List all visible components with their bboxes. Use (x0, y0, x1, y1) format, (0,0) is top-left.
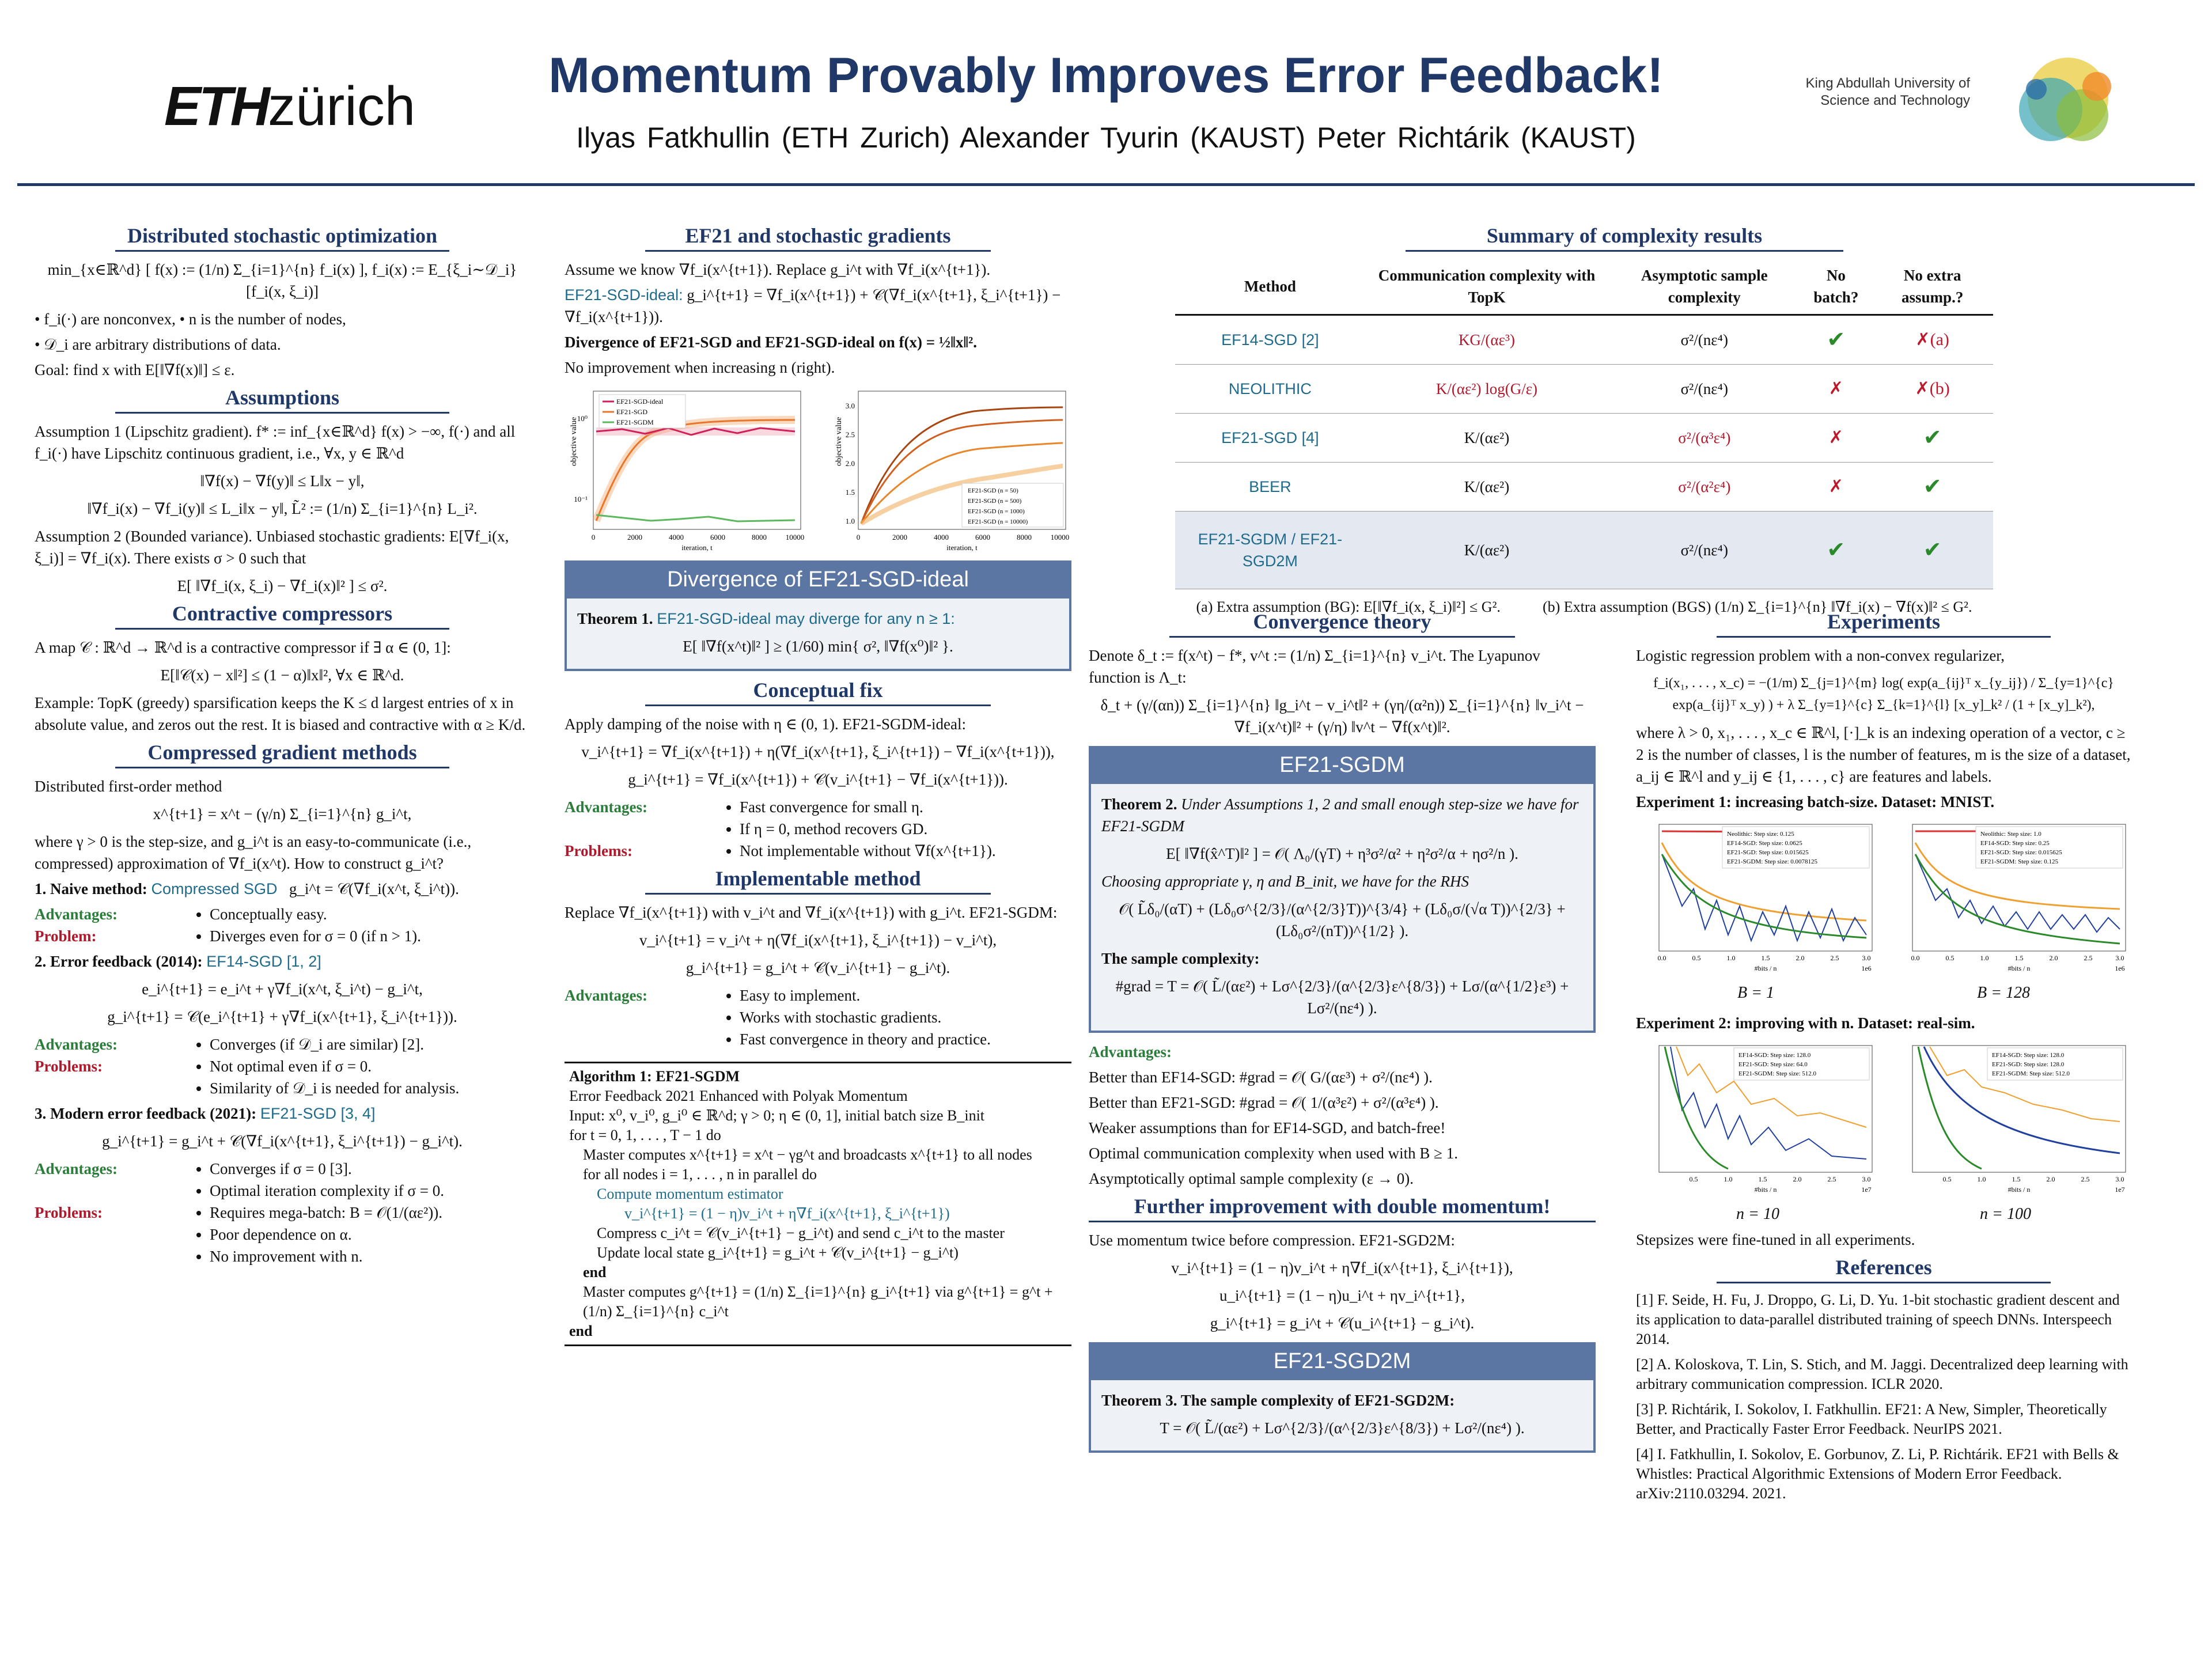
plot-legend-item: EF21-SGD (n = 50) (968, 487, 1018, 494)
list-item: • Converges if σ = 0 [3]. (210, 1158, 444, 1180)
ideal-update (565, 284, 1071, 328)
method-name: EF21-SGD-ideal: (565, 286, 683, 304)
table-cell: KG/(αε³) (1365, 315, 1609, 365)
figure-caption: n = 10 (1736, 1205, 1779, 1223)
plot-xtick: 1.5 (1758, 1175, 1767, 1183)
plot-ytick: 10⁰ (577, 414, 588, 423)
plot-xtick: 1.0 (1980, 954, 1989, 962)
stepsize-note: Stepsizes were fine-tuned in all experiments. (1636, 1231, 1915, 1248)
formula: x^{t+1} = x^t − (γ/n) Σ_{i=1}^{n} g_i^t, (153, 805, 412, 823)
box-title: EF21-SGD2M (1089, 1342, 1596, 1380)
list-item: • If η = 0, method recovers GD. (740, 818, 927, 840)
advantages-label: Advantages: (35, 1036, 118, 1053)
poster-authors: Ilyas Fatkhullin (ETH Zurich) Alexander Tyurin (KAUST) Peter Richtárik (KAUST) (576, 122, 1636, 154)
paragraph: where γ > 0 is the step-size, and g_i^t is an easy-to-communicate (i.e., compressed) approximation of ∇f_i(x^t). How to construct g_i^t? (35, 833, 472, 872)
table-row (1175, 365, 1993, 414)
table-cell: K/(αε²) (1365, 512, 1609, 589)
section-title: Distributed stochastic optimization (115, 225, 449, 252)
reference-item: [3] P. Richtárik, I. Sokolov, I. Fatkhullin. EF21: A New, Simpler, Theoretically Better, and Practically Faster Error Feedback. NeurIPS 2021. (1636, 1401, 2107, 1437)
plot-xtick: 2.0 (1796, 954, 1805, 962)
algorithm-line: Compress c_i^t = 𝒞(v_i^{t+1} − g_i^t) and send c_i^t to the master (597, 1225, 1005, 1241)
plot-legend-item: EF21-SGD-ideal (616, 397, 664, 406)
plot-x-exponent: 1e7 (1861, 1185, 1872, 1194)
plot-x-exponent: 1e6 (2115, 964, 2125, 972)
plot-exp1-b128 (1889, 820, 2131, 975)
table-header: Method (1175, 259, 1365, 315)
formula: g_i^{t+1} = g_i^t + 𝒞(v_i^{t+1} − g_i^t). (685, 959, 950, 976)
table-cell: σ²/(α³ε⁴) (1608, 414, 1800, 463)
check-icon: ✔ (1872, 463, 1993, 512)
theorem-label: Theorem 2. (1101, 796, 1177, 813)
theorem-label: Theorem 1. (577, 610, 653, 627)
table-header: No batch? (1800, 259, 1872, 315)
table-cell: K/(αε²) log(G/ε) (1365, 365, 1609, 414)
formula: E[‖𝒞(x) − x‖²] ≤ (1 − α)‖x‖², ∀x ∈ ℝ^d. (160, 666, 404, 684)
list-item: Asymptotically optimal sample complexity (ε → 0). (1089, 1170, 1414, 1187)
figure-caption: B = 1 (1737, 984, 1774, 1002)
plot-ytick: 2.5 (845, 430, 855, 439)
plot-xtick: 2.5 (1830, 954, 1839, 962)
algorithm-line: for t = 0, 1, . . . , T − 1 do (569, 1127, 721, 1143)
plot-xtick: 3.0 (2115, 954, 2124, 962)
formula: T = 𝒪( L̃/(αε²) + Lσ^{2/3}/(α^{2/3}ε^{8/3}) + Lσ²/(nε⁴) ). (1160, 1419, 1525, 1437)
list-item: • Fast convergence in theory and practice. (740, 1028, 991, 1050)
plot-xtick: 0 (856, 533, 861, 541)
cross-icon: ✗ (1800, 414, 1872, 463)
list-item: Optimal communication complexity when used with B ≥ 1. (1089, 1145, 1458, 1162)
list-item: • Conceptually easy. (210, 903, 327, 925)
plot-ylabel: objective value (835, 416, 843, 466)
plot-ytick: 10⁻¹ (574, 495, 588, 503)
cross-icon: ✗(b) (1872, 365, 1993, 414)
advantages-row (35, 903, 530, 925)
cross-icon: ✗ (1800, 463, 1872, 512)
algorithm-line: v_i^{t+1} = (1 − η)v_i^t + η∇f_i(x^{t+1}, ξ_i^{t+1}) (624, 1205, 950, 1222)
plot-legend-item: EF21-SGD: Step size: 0.015625 (1980, 849, 2062, 856)
table-cell: σ²/(nε⁴) (1608, 315, 1800, 365)
algorithm-line: end (583, 1264, 607, 1281)
example-text: Example: TopK (greedy) sparsification keeps the K ≤ d largest entries of x in absolute value, and zeros out the rest. It is biased and contractive with α ≥ K/d. (35, 694, 526, 733)
table-header: No extra assump.? (1872, 259, 1993, 315)
formula: v_i^{t+1} = (1 − η)v_i^t + η∇f_i(x^{t+1}, ξ_i^{t+1}), (1171, 1259, 1513, 1277)
goal-text: Goal: find x with E[‖∇f(x)‖] ≤ ε. (35, 361, 235, 378)
list-item: • Not implementable without ∇f(x^{t+1}). (740, 840, 996, 862)
table-cell: K/(αε²) (1365, 414, 1609, 463)
experiment-1-figures (1636, 820, 2131, 975)
figure-captions (1636, 982, 2131, 1004)
algorithm-subtitle: Error Feedback 2021 Enhanced with Polyak Momentum (569, 1088, 908, 1104)
section-title: Contractive compressors (115, 603, 449, 630)
plot-legend-item: EF14-SGD: Step size: 0.25 (1980, 840, 2050, 847)
plot-exp2-n100 (1889, 1041, 2131, 1196)
plot-xtick: 0.5 (1692, 954, 1701, 962)
plot-legend-item: EF14-SGD: Step size: 128.0 (1738, 1052, 1811, 1059)
plot-xlabel: iteration, t (681, 543, 713, 552)
plot-xtick: 2.5 (2081, 1175, 2090, 1183)
list-item: • Fast convergence for small η. (740, 796, 927, 818)
plot-legend-item: EF21-SGD (n = 500) (968, 498, 1022, 505)
experiment-2-figures (1636, 1041, 2131, 1196)
method-label: 2. Error feedback (2014): (35, 953, 203, 970)
algorithm-title: Algorithm 1: EF21-SGDM (569, 1068, 740, 1085)
list-item: Better than EF14-SGD: #grad = 𝒪( G/(αε³) + σ²/(nε⁴) ). (1089, 1069, 1433, 1086)
plot-legend-item: EF21-SGDM: Step size: 512.0 (1738, 1070, 1817, 1077)
poster-title: Momentum Provably Improves Error Feedback! (548, 48, 1664, 103)
formula: v_i^{t+1} = v_i^t + η(∇f_i(x^{t+1}, ξ_i^{t+1}) − v_i^t), (639, 931, 997, 949)
problems-label: Problems: (565, 842, 632, 859)
list-item: • Optimal iteration complexity if σ = 0. (210, 1180, 444, 1202)
algorithm-line: Input: x⁰, v_i⁰, g_i⁰ ∈ ℝ^d; γ > 0; η ∈ (0, 1], initial batch size B_init (569, 1107, 985, 1124)
section-title: Convergence theory (1169, 611, 1515, 638)
problem-label: Problem: (35, 927, 97, 945)
formula: E[ ‖∇f(x̂^T)‖² ] = 𝒪( Λ₀/(γT) + η³σ²/α² + η²σ²/α + ησ²/n ). (1166, 845, 1518, 862)
table-cell: σ²/(α²ε⁴) (1608, 463, 1800, 512)
table-row (1175, 463, 1993, 512)
section-title: Compressed gradient methods (115, 741, 449, 768)
list-item: • Converges (if 𝒟_i are similar) [2]. (210, 1033, 424, 1055)
table-header: Communication complexity with TopK (1365, 259, 1609, 315)
method-name: Compressed SGD (151, 880, 278, 897)
table-row (1175, 414, 1993, 463)
list-item: • Requires mega-batch: B = 𝒪(1/(αε²)). (210, 1202, 442, 1224)
theorem-text (1101, 793, 1583, 837)
formula: 𝒪( L̃δ₀/(αT) + (Lδ₀σ^{2/3}/(α^{2/3}T))^{3/4} + (Lδ₀σ/(√α T))^{2/3} + (Lδ₀σ²/(nT))^{1/2} ). (1119, 900, 1566, 940)
plot-xtick: 2000 (892, 533, 907, 541)
paragraph: Logistic regression problem with a non-convex regularizer, (1636, 647, 2005, 664)
problems-row (35, 925, 530, 947)
formula: g_i^t = 𝒞(∇f_i(x^t, ξ_i^t)). (289, 880, 459, 897)
theorem-box (565, 560, 1071, 671)
check-icon: ✔ (1872, 512, 1993, 589)
plot-xtick: 8000 (752, 533, 767, 541)
plot-legend-item: EF21-SGDM: Step size: 0.125 (1980, 858, 2059, 865)
check-icon: ✔ (1872, 414, 1993, 463)
formula: E[ ‖∇f(x^t)‖² ] ≥ (1/60) min{ σ², ‖∇f(x⁰)‖² }. (683, 638, 953, 655)
plot-legend-item: EF21-SGD (n = 10000) (968, 518, 1028, 525)
experiment-2-title: Experiment 2: improving with n. Dataset: real-sim. (1636, 1014, 1975, 1032)
advantages-label: Advantages: (35, 906, 118, 923)
formula: min_{x∈ℝ^d} [ f(x) := (1/n) Σ_{i=1}^{n} f_i(x) ], f_i(x) := E_{ξ_i∼𝒟_i}[f_i(x, ξ_i)] (47, 261, 517, 300)
formula: δ_t + (γ/(αn)) Σ_{i=1}^{n} ‖g_i^t − v_i^t‖² + (γη/(α²n)) Σ_{i=1}^{n} ‖v_i^t − ∇f_i(x^t)‖² + (γ/η) ‖v^t − ∇f(x^t)‖². (1100, 696, 1584, 736)
plot-legend-item: EF21-SGDM: Step size: 512.0 (1992, 1070, 2070, 1077)
method-2 (35, 950, 530, 972)
algorithm-line: Update local state g_i^{t+1} = g_i^t + 𝒞(v_i^{t+1} − g_i^t) (597, 1244, 959, 1261)
section-title: Summary of complexity results (1406, 225, 1843, 252)
formula: #grad = T = 𝒪( L̃/(αε²) + Lσ^{2/3}/(α^{2/3}ε^{8/3}) + Lσ/(α^{1/2}ε³) + Lσ²/(nε⁴) ). (1115, 978, 1569, 1017)
plot-xtick: 3.0 (1862, 954, 1871, 962)
plot-exp1-b1 (1636, 820, 1878, 975)
formula: g_i^{t+1} = g_i^t + 𝒞(∇f_i(x^{t+1}, ξ_i^{t+1}) − g_i^t). (102, 1132, 463, 1150)
list-item: • Diverges even for σ = 0 (if n > 1). (210, 925, 421, 947)
plot-legend-item: EF21-SGD: Step size: 64.0 (1738, 1061, 1808, 1068)
plot-exp2-n10 (1636, 1041, 1878, 1196)
column-4 (1636, 605, 2131, 1509)
section-title: Implementable method (645, 868, 991, 895)
problems-label: Problems: (35, 1204, 103, 1221)
paragraph: Distributed first-order method (35, 778, 222, 795)
formula: g_i^{t+1} = 𝒞(e_i^{t+1} + γ∇f_i(x^{t+1}, ξ_i^{t+1})). (107, 1008, 457, 1025)
formula: g_i^{t+1} = g_i^t + 𝒞(u_i^{t+1} − g_i^t). (1210, 1315, 1475, 1332)
plot-xtick: 2.0 (2049, 954, 2058, 962)
plot-divergence (565, 385, 806, 552)
paragraph: Denote δ_t := f(x^t) − f*, v^t := (1/n) Σ_{i=1}^{n} v_i^t. The Lyapunov function is Λ_t: (1089, 647, 1540, 686)
assumption-2: Assumption 2 (Bounded variance). Unbiased stochastic gradients: E[∇f_i(x, ξ_i)] = ∇f_i(x). There exists σ > 0 such that (35, 528, 509, 567)
table-row (1175, 315, 1993, 365)
plot-xlabel: #bits / n (1754, 964, 1777, 972)
divergence-figures (565, 385, 1071, 552)
method-1 (35, 878, 530, 900)
algorithm-line: Compute momentum estimator (597, 1185, 783, 1202)
paragraph: Replace ∇f_i(x^{t+1}) with v_i^t and ∇f_i(x^{t+1}) with g_i^t. EF21-SGDM: (565, 904, 1058, 921)
column-2 (565, 219, 1071, 1346)
list-item: • Works with stochastic gradients. (740, 1006, 991, 1028)
advantages-label: Advantages: (1089, 1043, 1172, 1060)
plot-xtick: 2.0 (1793, 1175, 1802, 1183)
figure-captions (1636, 1203, 2131, 1225)
kaust-line-2: Science and Technology (1820, 93, 1970, 108)
formula: e_i^{t+1} = e_i^t + γ∇f_i(x^t, ξ_i^t) − g_i^t, (142, 980, 423, 998)
plot-xtick: 4000 (669, 533, 684, 541)
formula: g_i^{t+1} = ∇f_i(x^{t+1}) + 𝒞(v_i^{t+1} − ∇f_i(x^{t+1})). (628, 771, 1008, 788)
advantages-row (565, 796, 1071, 840)
plot-ytick: 2.0 (845, 459, 855, 468)
plot-xtick: 0.5 (1945, 954, 1955, 962)
theorem-box (1089, 1342, 1596, 1453)
plot-xtick: 3.0 (2115, 1175, 2124, 1183)
section-title: Assumptions (115, 387, 449, 414)
section-title: Conceptual fix (645, 679, 991, 706)
plot-legend-item: EF21-SGD (616, 408, 648, 416)
problems-row (35, 1055, 530, 1099)
figure-caption: n = 100 (1980, 1205, 2031, 1223)
list-item: • No improvement with n. (210, 1245, 442, 1267)
reference-item: [4] I. Fatkhullin, I. Sokolov, E. Gorbunov, Z. Li, P. Richtárik. EF21 with Bells & Whistles: Practical Algorithmic Extensions of Modern Error Feedback. arXiv:2110.03294. 2021. (1636, 1446, 2119, 1502)
plot-xtick: 2.5 (1827, 1175, 1836, 1183)
box-title: EF21-SGDM (1089, 746, 1596, 784)
theorem-box (1089, 746, 1596, 1033)
plot-ytick: 1.5 (845, 488, 855, 497)
plot-legend-item: Neolithic: Step size: 0.125 (1727, 831, 1794, 838)
section-title: EF21 and stochastic gradients (645, 225, 991, 252)
advantages-row (565, 984, 1071, 1050)
no-improvement-text: No improvement when increasing n (right). (565, 359, 835, 376)
theorem-body: Under Assumptions 1, 2 and small enough step-size we have for EF21-SGDM (1101, 796, 1579, 835)
plot-legend-item: EF21-SGD: Step size: 0.015625 (1727, 849, 1809, 856)
theorem-text (577, 608, 1059, 630)
list-item: Weaker assumptions than for EF14-SGD, and batch-free! (1089, 1119, 1446, 1137)
table-cell: σ²/(nε⁴) (1608, 365, 1800, 414)
section-title: Experiments (1717, 611, 2051, 638)
bullet: • 𝒟_i are arbitrary distributions of data. (35, 336, 281, 353)
plot-xlabel: #bits / n (2008, 1185, 2031, 1194)
plot-xtick: 0.5 (1942, 1175, 1952, 1183)
plot-x-exponent: 1e7 (2115, 1185, 2125, 1194)
list-item: • Similarity of 𝒟_i is needed for analysis. (210, 1077, 459, 1099)
plot-xtick: 6000 (710, 533, 725, 541)
table-cell: K/(αε²) (1365, 463, 1609, 512)
method-name: EF14-SGD [1, 2] (206, 953, 321, 970)
eth-logo: ETHzürich (164, 75, 416, 137)
paragraph: Assume we know ∇f_i(x^{t+1}). Replace g_i^t with ∇f_i(x^{t+1}). (565, 261, 991, 278)
section-title: Further improvement with double momentum! (1089, 1195, 1596, 1222)
table-cell: EF21-SGD [4] (1175, 414, 1365, 463)
plot-legend-item: EF21-SGD: Step size: 128.0 (1992, 1061, 2065, 1068)
plot-xtick: 2000 (627, 533, 642, 541)
problems-row (35, 1202, 530, 1267)
advantages-label: Advantages: (565, 987, 648, 1004)
assumption-1: Assumption 1 (Lipschitz gradient). f* := inf_{x∈ℝ^d} f(x) > −∞, f(·) and all f_i(·) have Lipschitz continuous gradient, i.e., ∀x, y ∈ ℝ^d (35, 423, 516, 462)
plot-xtick: 2.5 (2084, 954, 2093, 962)
kaust-logo-text (1797, 75, 1970, 109)
header-divider (17, 183, 2195, 186)
plot-xtick: 0.5 (1689, 1175, 1698, 1183)
list-item: Better than EF21-SGD: #grad = 𝒪( 1/(α³ε²) + σ²/(α³ε⁴) ). (1089, 1094, 1439, 1111)
paragraph: Use momentum twice before compression. EF21-SGD2M: (1089, 1232, 1455, 1249)
kaust-logo-icon (1982, 46, 2143, 161)
kaust-line-1: King Abdullah University of (1805, 75, 1970, 91)
plot-xtick: 2.0 (2046, 1175, 2055, 1183)
formula: ‖∇f_i(x) − ∇f_i(y)‖ ≤ L_i‖x − y‖, L̃² := (1/n) Σ_{i=1}^{n} L_i². (87, 500, 478, 517)
plot-xtick: 1.5 (1761, 954, 1770, 962)
plot-xtick: 1.5 (2012, 1175, 2021, 1183)
table-cell: BEER (1175, 463, 1365, 512)
plot-xtick: 4000 (934, 533, 949, 541)
summary-table (1175, 259, 1993, 589)
formula: g_i^{t+1} = ∇f_i(x^{t+1}) + 𝒞(∇f_i(x^{t+1}, ξ_i^{t+1}) − ∇f_i(x^{t+1})). (565, 286, 1061, 325)
figure-caption: B = 128 (1977, 984, 2030, 1002)
table-footnote: (a) Extra assumption (BG): E[‖∇f_i(x, ξ_i)‖²] ≤ G². (1196, 599, 1501, 615)
paragraph: Apply damping of the noise with η ∈ (0, 1). EF21-SGDM-ideal: (565, 715, 967, 733)
list-item: • Easy to implement. (740, 984, 991, 1006)
plot-legend-item: Neolithic: Step size: 1.0 (1980, 831, 2041, 838)
method-3 (35, 1103, 530, 1124)
box-title: Divergence of EF21-SGD-ideal (565, 560, 1071, 599)
plot-xtick: 3.0 (1862, 1175, 1871, 1183)
cross-icon: ✗(a) (1872, 315, 1993, 365)
table-cell: NEOLITHIC (1175, 365, 1365, 414)
bullet: • f_i(·) are nonconvex, • n is the number of nodes, (35, 310, 346, 328)
plot-xtick: 10000 (1050, 533, 1070, 541)
plot-xlabel: iteration, t (946, 543, 978, 552)
formula: v_i^{t+1} = ∇f_i(x^{t+1}) + η(∇f_i(x^{t+1}, ξ_i^{t+1}) − ∇f_i(x^{t+1})), (581, 743, 1055, 760)
table-header-row (1175, 259, 1993, 315)
plot-ytick: 1.0 (845, 517, 855, 525)
plot-xtick: 1.0 (1977, 1175, 1986, 1183)
plot-ylabel: objective value (570, 416, 578, 466)
reference-item: [2] A. Koloskova, T. Lin, S. Stich, and M. Jaggi. Decentralized deep learning with arbitrary communication compression. ICLR 2020. (1636, 1356, 2128, 1392)
problems-row (565, 840, 1071, 862)
plot-xtick: 10000 (785, 533, 805, 541)
advantages-row (35, 1033, 530, 1055)
plot-increasing-n (830, 385, 1071, 552)
divergence-text: Divergence of EF21-SGD and EF21-SGD-ideal on f(x) = ½‖x‖². (565, 334, 977, 351)
method-label: 1. Naive method: (35, 880, 147, 897)
plot-legend-item: EF21-SGD (n = 1000) (968, 508, 1025, 515)
method-name: EF21-SGD [3, 4] (260, 1105, 376, 1122)
plot-legend-item: EF21-SGDM (616, 418, 654, 426)
table-cell: σ²/(nε⁴) (1608, 512, 1800, 589)
advantages-label: Advantages: (35, 1160, 118, 1177)
plot-xtick: 0 (591, 533, 596, 541)
algorithm-line: for all nodes i = 1, . . . , n in parallel do (583, 1166, 817, 1183)
theorem-text: Theorem 3. The sample complexity of EF21-SGD2M: (1101, 1392, 1455, 1409)
paragraph: Choosing appropriate γ, η and B_init, we have for the RHS (1101, 873, 1469, 890)
plot-ytick: 3.0 (845, 402, 855, 410)
formula: f_i(x₁, . . . , x_c) = −(1/m) Σ_{j=1}^{m} log( exp(a_{ij}ᵀ x_{y_ij}) / Σ_{y=1}^{c} exp(a_{ij}ᵀ x_y) ) + λ Σ_{y=1}^{c} Σ_{k=1}^{l} [x_y]_k² / (1 + [x_y]_k²), (1653, 676, 2114, 713)
list-item: • Not optimal even if σ = 0. (210, 1055, 459, 1077)
paragraph: where λ > 0, x₁, . . . , x_c ∈ ℝ^l, [·]_k is an indexing operation of a vector, c ≥ 2 is the number of classes, l is the number of features, m is the size of a dataset, a_ij ∈ ℝ^l and y_ij ∈ {1, . . . , c} are features and labels. (1636, 724, 2131, 785)
plot-xtick: 0.0 (1911, 954, 1920, 962)
table-cell: EF14-SGD [2] (1175, 315, 1365, 365)
check-icon: ✔ (1800, 315, 1872, 365)
section-title: References (1717, 1256, 2051, 1283)
plot-xtick: 1.0 (1724, 1175, 1733, 1183)
table-row (1175, 512, 1993, 589)
plot-xtick: 1.0 (1726, 954, 1736, 962)
formula: E[ ‖∇f_i(x, ξ_i) − ∇f_i(x)‖² ] ≤ σ². (177, 577, 388, 594)
table-cell: EF21-SGDM / EF21-SGD2M (1175, 512, 1365, 589)
table-footnote: (b) Extra assumption (BGS) (1/n) Σ_{i=1}^{n} ‖∇f_i(x) − ∇f(x)‖² ≤ G². (1542, 599, 1972, 615)
eth-logo-text: zürich (268, 75, 416, 137)
advantages-label: Advantages: (565, 798, 648, 816)
plot-xtick: 1.5 (2014, 954, 2024, 962)
plot-xtick: 8000 (1017, 533, 1032, 541)
plot-legend-item: EF21-SGDM: Step size: 0.0078125 (1727, 858, 1818, 865)
plot-xtick: 6000 (975, 533, 990, 541)
algorithm-line: Master computes x^{t+1} = x^t − γg^t and broadcasts x^{t+1} to all nodes (583, 1146, 1032, 1163)
paragraph: A map 𝒞 : ℝ^d → ℝ^d is a contractive compressor if ∃ α ∈ (0, 1]: (35, 639, 451, 656)
cross-icon: ✗ (1800, 365, 1872, 414)
plot-x-exponent: 1e6 (1861, 964, 1872, 972)
method-label: 3. Modern error feedback (2021): (35, 1105, 257, 1122)
formula: ‖∇f(x) − ∇f(y)‖ ≤ L‖x − y‖, (200, 472, 365, 490)
theorem-body: EF21-SGD-ideal may diverge for any n ≥ 1: (657, 610, 955, 627)
plot-legend-item: EF14-SGD: Step size: 128.0 (1992, 1052, 2065, 1059)
summary-section (1118, 219, 2131, 618)
problems-label: Problems: (35, 1058, 103, 1075)
column-3 (1089, 605, 1596, 1461)
check-icon: ✔ (1800, 512, 1872, 589)
algorithm-line: end (569, 1323, 593, 1339)
algorithm-box (565, 1062, 1071, 1346)
table-header: Asymptotic sample complexity (1608, 259, 1800, 315)
formula: u_i^{t+1} = (1 − η)u_i^t + ηv_i^{t+1}, (1219, 1287, 1465, 1304)
experiment-1-title: Experiment 1: increasing batch-size. Dataset: MNIST. (1636, 793, 1995, 810)
sample-complexity-label: The sample complexity: (1101, 950, 1260, 967)
reference-item: [1] F. Seide, H. Fu, J. Droppo, G. Li, D. Yu. 1-bit stochastic gradient descent and its application to data-parallel distributed training of speech DNNs. Interspeech 2014. (1636, 1291, 2120, 1347)
plot-legend-item: EF14-SGD: Step size: 0.0625 (1727, 840, 1802, 847)
list-item: • Poor dependence on α. (210, 1224, 442, 1245)
plot-xtick: 0.0 (1657, 954, 1666, 962)
column-1 (35, 219, 530, 1267)
plot-xlabel: #bits / n (1754, 1185, 1777, 1194)
advantages-row (35, 1158, 530, 1202)
algorithm-line: Master computes g^{t+1} = (1/n) Σ_{i=1}^{n} g_i^{t+1} via g^{t+1} = g^t + (1/n) Σ_{i=1}^{n} c_i^t (583, 1283, 1053, 1320)
plot-xlabel: #bits / n (2008, 964, 2031, 972)
